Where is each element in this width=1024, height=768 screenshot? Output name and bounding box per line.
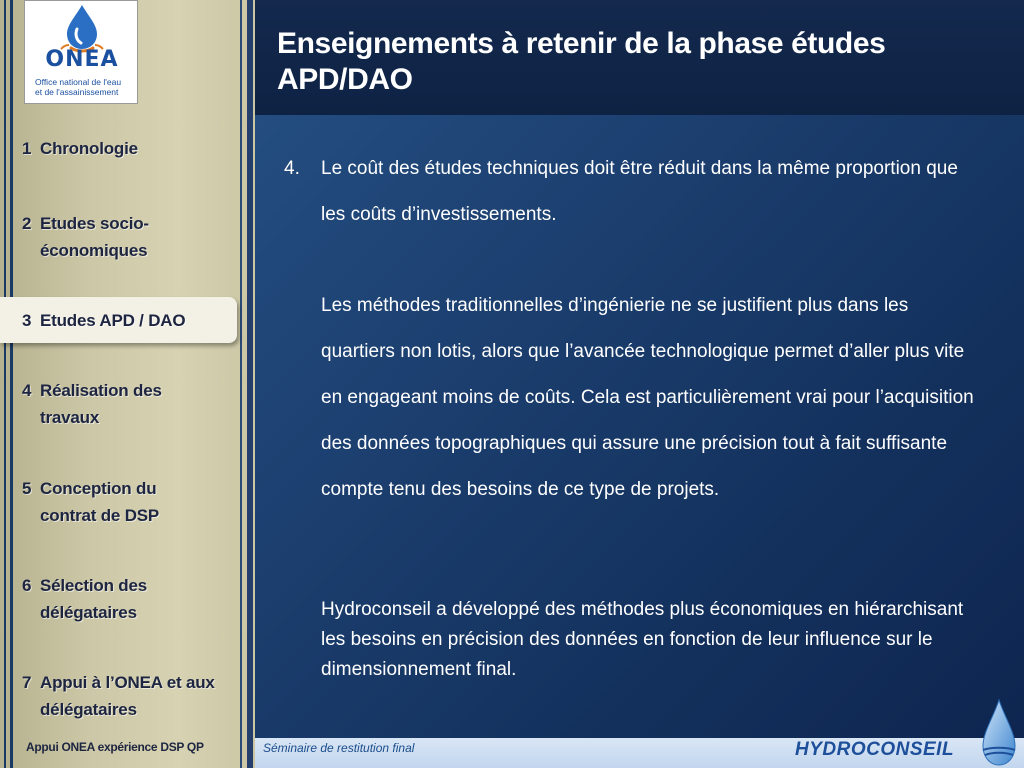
sidebar-stripe (247, 0, 253, 768)
hydroconseil-brand: HYDROCONSEIL (795, 739, 955, 760)
nav-item-number: 1 (22, 139, 32, 158)
list-item-number: 4. (284, 158, 300, 179)
body-paragraph-1: Le coût des études techniques doit être réduit dans la même proportion que les coûts d’investissements. (321, 158, 958, 225)
slide-content (255, 115, 1024, 738)
body-paragraph-3: Hydroconseil a développé des méthodes plus économiques en hiérarchisant les besoins en précision des données en fonction de leur influence sur le dimensionnement final. (321, 599, 964, 680)
nav-item-number: 3 (22, 311, 32, 330)
nav-item-appui-onea[interactable] (22, 669, 222, 723)
nav-item-number: 5 (22, 479, 32, 498)
sidebar-stripe (4, 0, 6, 768)
water-drop-brand-icon (977, 698, 1021, 768)
nav-item-label: Conception du contrat de DSP (40, 479, 160, 525)
onea-logo (24, 0, 138, 104)
nav-item-label: Etudes APD / DAO (40, 311, 186, 330)
nav-item-number: 7 (22, 673, 32, 692)
nav-item-number: 6 (22, 576, 32, 595)
slide-header (255, 0, 1024, 115)
nav-item-label: Réalisation des travaux (40, 381, 162, 427)
nav-item-label: Appui à l’ONEA et aux délégataires (40, 673, 215, 719)
nav-item-number: 2 (22, 214, 32, 233)
nav-item-conception-du-contrat[interactable] (22, 475, 197, 529)
sidebar-stripe (240, 0, 242, 768)
footer-seminar-caption: Séminaire de restitution final (263, 741, 415, 755)
body-paragraph-2: Les méthodes traditionnelles d’ingénierie ne se justifient plus dans les quartiers non lotis, alors que l’avancée technologique permet d’aller plus vite en engageant moins de coûts. Cela est particulièrement vrai pour l’acquisition des données topographiques qui assure une précision tout à fait suffisante compte tenu des besoins de ce type de projets. (321, 295, 974, 500)
sidebar-stripe (10, 0, 13, 768)
nav-item-realisation-des-travaux[interactable] (22, 377, 197, 431)
water-drop-logo-icon (25, 1, 139, 53)
footer-left-caption: Appui ONEA expérience DSP QP (26, 740, 204, 754)
nav-item-etudes-apd-dao[interactable] (0, 297, 237, 343)
nav-item-selection-des-delegataires[interactable] (22, 572, 197, 626)
logo-subtitle-line: Office national de l'eau (35, 77, 122, 87)
nav-item-label: Etudes socio-économiques (40, 214, 149, 260)
nav-item-chronologie[interactable] (22, 135, 232, 162)
nav-item-label: Sélection des délégataires (40, 576, 147, 622)
sidebar (0, 0, 255, 768)
logo-wordmark: ONEA (45, 47, 119, 72)
slide-title: Enseignements à retenir de la phase études APD/DAO (277, 27, 886, 96)
logo-subtitle-line: et de l'assainissement (35, 87, 119, 97)
footer-bar (255, 738, 1024, 768)
logo-subtitle (35, 77, 135, 97)
nav-item-label: Chronologie (40, 139, 138, 158)
nav-item-etudes-socio-economiques[interactable] (22, 210, 197, 264)
nav-item-number: 4 (22, 381, 32, 400)
